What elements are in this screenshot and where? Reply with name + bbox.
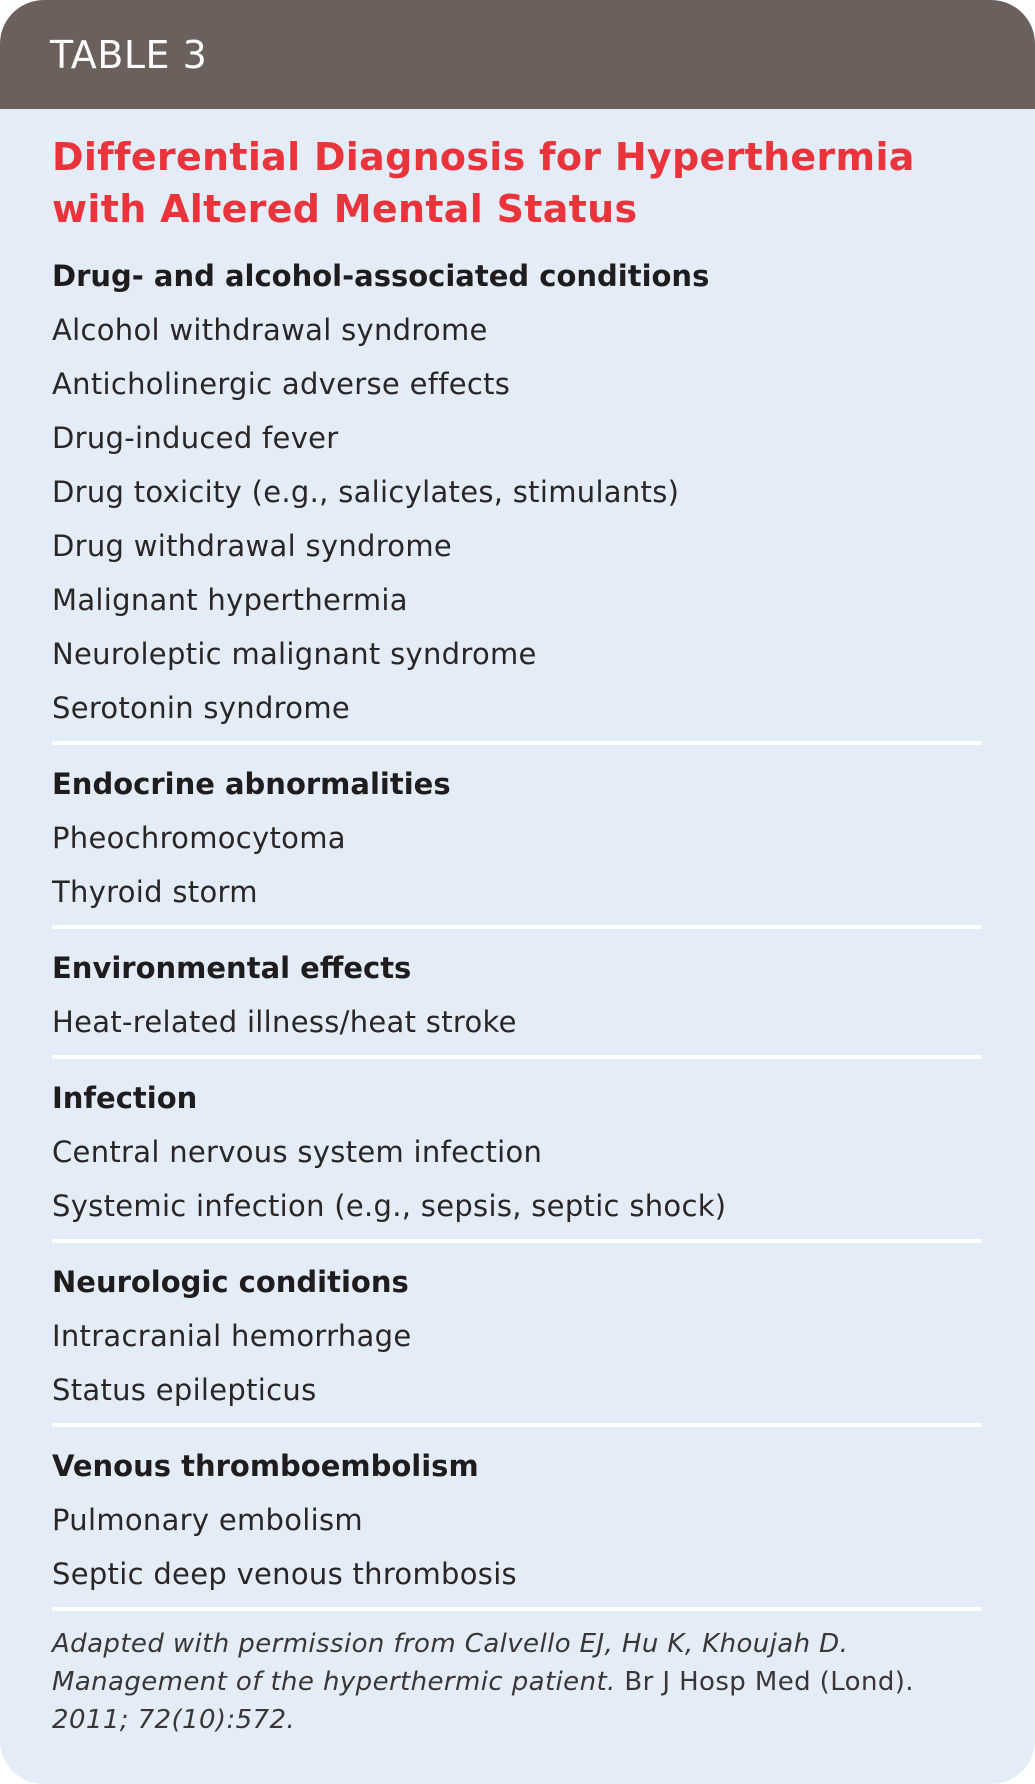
- category-section: [52, 249, 982, 745]
- list-item: Neuroleptic malignant syndrome: [52, 637, 537, 671]
- list-item: Systemic infection (e.g., sepsis, septic shock): [52, 1189, 727, 1223]
- list-item: Intracranial hemorrhage: [52, 1319, 412, 1353]
- source-citation: [52, 1625, 982, 1739]
- source-citation-part-3: 2011; 72(10):572.: [52, 1705, 296, 1735]
- category-section: [52, 1439, 982, 1611]
- category-section: [52, 941, 982, 1059]
- category-heading: Drug- and alcohol-associated conditions: [52, 259, 710, 293]
- category-item-list: [52, 1309, 982, 1417]
- category-item-list: [52, 303, 982, 735]
- table-title-line-2: with Altered Mental Status: [52, 187, 638, 231]
- list-item: Status epilepticus: [52, 1373, 317, 1407]
- table-title-line-1: Differential Diagnosis for Hyperthermia: [52, 135, 915, 179]
- category-heading: Endocrine abnormalities: [52, 767, 451, 801]
- category-heading: Venous thromboembolism: [52, 1449, 479, 1483]
- list-item: Drug toxicity (e.g., salicylates, stimulants): [52, 475, 680, 509]
- list-item: Septic deep venous thrombosis: [52, 1557, 517, 1591]
- category-section: [52, 757, 982, 929]
- list-item: Pulmonary embolism: [52, 1503, 363, 1537]
- table-header-bar: [0, 0, 1035, 109]
- list-item: Drug-induced fever: [52, 421, 339, 455]
- category-item-list: [52, 811, 982, 919]
- category-heading: Neurologic conditions: [52, 1265, 409, 1299]
- list-item: Serotonin syndrome: [52, 691, 351, 725]
- category-item-list: [52, 1493, 982, 1601]
- category-heading: Environmental effects: [52, 951, 412, 985]
- table-label: TABLE 3: [50, 32, 208, 77]
- source-citation-part-2: Br J Hosp Med (Lond).: [615, 1667, 914, 1697]
- list-item: Drug withdrawal syndrome: [52, 529, 453, 563]
- list-item: Thyroid storm: [52, 875, 258, 909]
- category-section: [52, 1255, 982, 1427]
- table-content: [0, 109, 1035, 1739]
- list-item: Pheochromocytoma: [52, 821, 346, 855]
- source-citation-part-1: Adapted with permission from Calvello EJ, Hu K, Khoujah D. Management of the hyperthermic patient.: [52, 1629, 849, 1697]
- list-item: Central nervous system infection: [52, 1135, 543, 1169]
- category-section: [52, 1071, 982, 1243]
- category-heading: Infection: [52, 1081, 198, 1115]
- sections-container: [52, 249, 983, 1611]
- table-title: [52, 131, 983, 235]
- list-item: Heat-related illness/heat stroke: [52, 1005, 517, 1039]
- list-item: Anticholinergic adverse effects: [52, 367, 511, 401]
- category-item-list: [52, 1125, 982, 1233]
- category-item-list: [52, 995, 982, 1049]
- list-item: Alcohol withdrawal syndrome: [52, 313, 488, 347]
- list-item: Malignant hyperthermia: [52, 583, 408, 617]
